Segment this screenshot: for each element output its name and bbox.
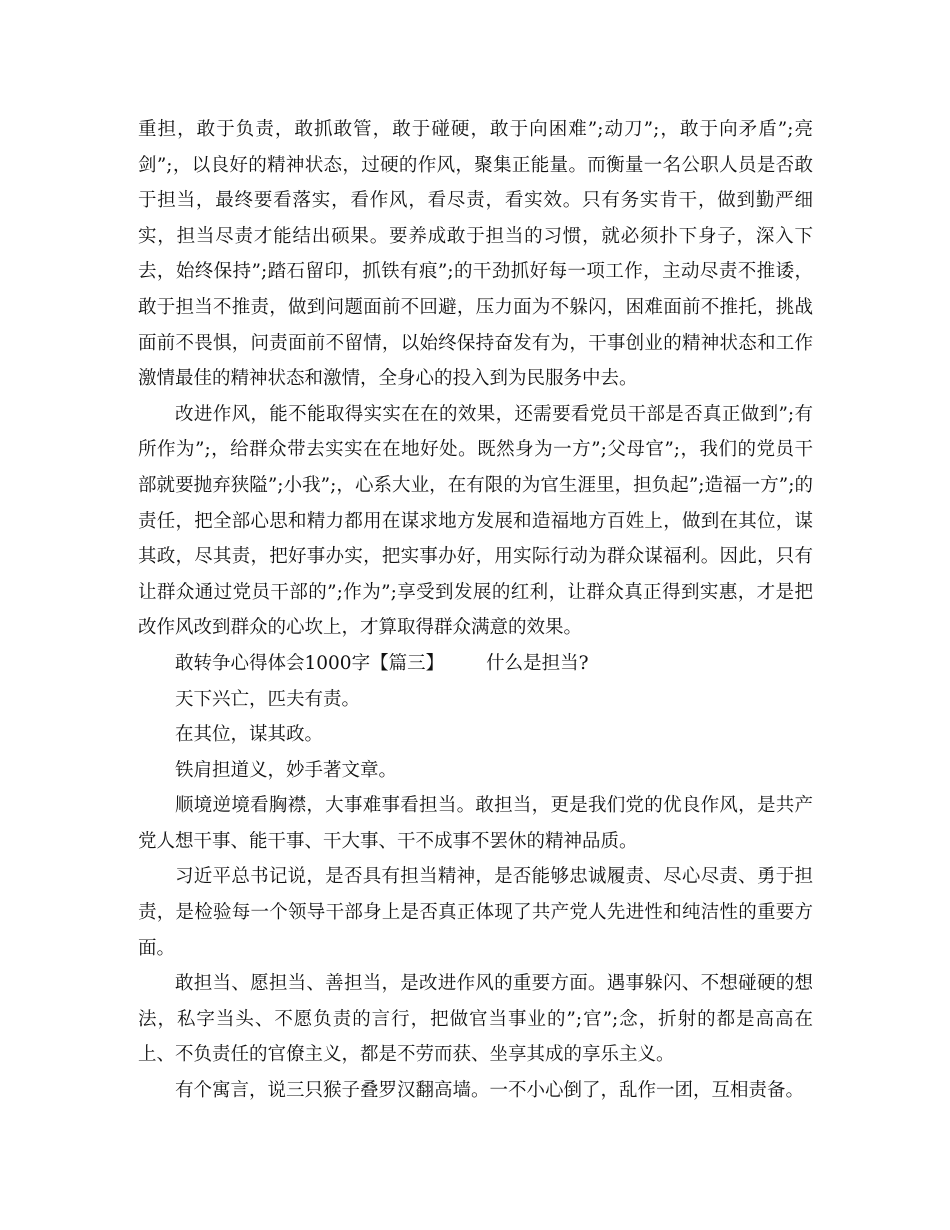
section-heading-line xyxy=(138,646,813,682)
paragraph: 敢担当、愿担当、善担当，是改进作风的重要方面。遇事躲闪、不想碰硬的想法，私字当头、不愿负责的言行，把做官当事业的”;官”;念，折射的都是高高在上、不负责任的官僚主义，都是不劳而获、坐享其成的享乐主义。 xyxy=(138,973,813,1066)
paragraph: 改进作风，能不能取得实实在在的效果，还需要看党员干部是否真正做到”;有所作为”;，给群众带去实实在在地好处。既然身为一方”;父母官”;，我们的党员干部就要抛弃狭隘”;小我”;，心系大业，在有限的为官生涯里，担负起”;造福一方”;的责任，把全部心思和精力都用在谋求地方发展和造福地方百姓上，做到在其位，谋其政，尽其责，把好事办实，把实事办好，用实际行动为群众谋福利。因此，只有让群众通过党员干部的”;作为”;享受到发展的红利，让群众真正得到实惠，才是把改作风改到群众的心坎上，才算取得群众满意的效果。 xyxy=(138,403,813,639)
paragraph-continued: 重担，敢于负责，敢抓敢管，敢于碰硬，敢于向困难”;动刀”;，敢于向矛盾”;亮剑”;，以良好的精神状态，过硬的作风，聚集正能量。而衡量一名公职人员是否敢于担当，最终要看落实，看作风，看尽责，看实效。只有务实肯干，做到勤严细实，担当尽责才能结出硕果。要养成敢于担当的习惯，就必须扑下身子，深入下去，始终保持”;踏石留印，抓铁有痕”;的干劲抓好每一项工作，主动尽责不推诿，敢于担当不推责，做到问题面前不回避，压力面为不躲闪，困难面前不推托，挑战面前不畏惧，问责面前不留情，以始终保持奋发有为，干事创业的精神状态和工作激情最佳的精神状态和激情，全身心的投入到为民服务中去。 xyxy=(138,119,813,390)
paragraph: 在其位，谋其政。 xyxy=(175,724,324,746)
paragraph: 铁肩担道义，妙手著文章。 xyxy=(175,759,398,781)
paragraph: 有个寓言，说三只猴子叠罗汉翻高墙。一不小心倒了，乱作一团，互相责备。 xyxy=(175,1080,805,1102)
section-question: 什么是担当? xyxy=(486,652,589,674)
document-body xyxy=(138,112,813,1109)
section-heading: 敢转争心得体会1000字【篇三】 xyxy=(175,652,445,674)
paragraph: 顺境逆境看胸襟，大事难事看担当。敢担当，更是我们党的优良作风，是共产党人想干事、能干事、干大事、干不成事不罢休的精神品质。 xyxy=(138,795,813,852)
paragraph: 习近平总书记说，是否具有担当精神，是否能够忠诚履责、尽心尽责、勇于担责，是检验每一个领导干部身上是否真正体现了共产党人先进性和纯洁性的重要方面。 xyxy=(138,866,813,959)
paragraph: 天下兴亡，匹夫有责。 xyxy=(175,688,361,710)
